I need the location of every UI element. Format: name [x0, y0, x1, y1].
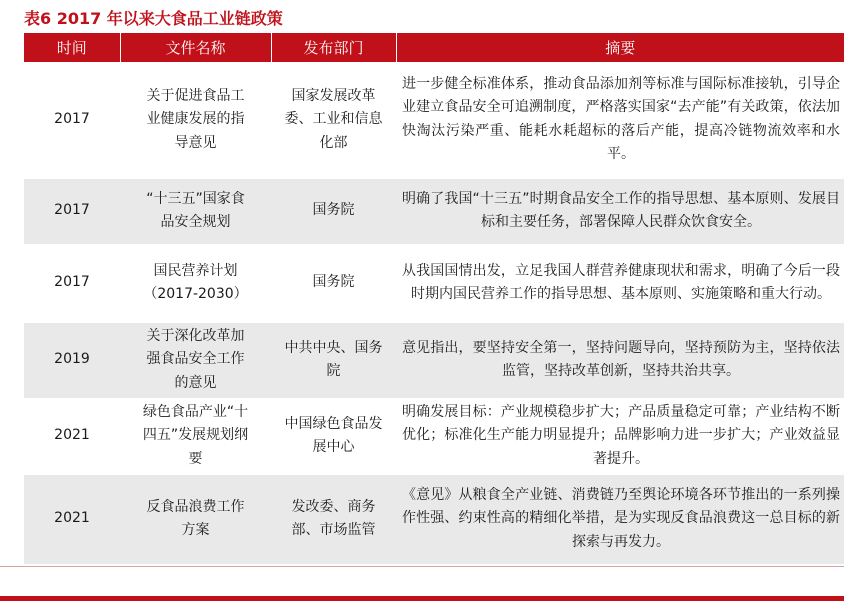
table-row [24, 178, 844, 244]
cell-year: 2019 [24, 322, 120, 398]
header-summary: 摘要 [396, 33, 844, 62]
cell-summary: 《意见》从粮食全产业链、消费链乃至舆论环境各环节推出的一系列操作性强、约束性高的精细化举措，是为实现反食品浪费这一总目标的新探索与再发力。 [396, 474, 844, 564]
cell-year: 2021 [24, 398, 120, 474]
cell-department: 发改委、商务部、市场监管 [291, 498, 376, 538]
cell-summary: 进一步健全标准体系，推动食品添加剂等标准与国际标准接轨，引导企业建立食品安全可追溯制度，严格落实国家“去产能”有关政策，依法加快淘汰污染严重、能耗水耗超标的落后产能，提高冷链物流效率和水平。 [396, 62, 844, 178]
table-row [24, 474, 844, 564]
footer-divider [0, 566, 844, 567]
cell-department: 国务院 [312, 274, 355, 291]
cell-department: 国家发展改革委、工业和信息化部 [284, 87, 383, 151]
cell-summary: 意见指出，要坚持安全第一，坚持问题导向，坚持预防为主，坚持依法监管，坚持改革创新，坚持共治共享。 [396, 322, 844, 398]
cell-document-name: 关于深化改革加强食品安全工作的意见 [146, 327, 245, 391]
table-row [24, 244, 844, 322]
policy-table [24, 33, 844, 565]
table-header-row [24, 33, 844, 62]
cell-department: 国务院 [312, 202, 355, 219]
cell-year: 2017 [24, 62, 120, 178]
cell-department: 中共中央、国务院 [284, 339, 383, 379]
cell-summary: 从我国国情出发，立足我国人群营养健康现状和需求，明确了今后一段时期内国民营养工作的指导思想、基本原则、实施策略和重大行动。 [396, 244, 844, 322]
table-row [24, 322, 844, 398]
cell-summary: 明确发展目标：产业规模稳步扩大；产品质量稳定可靠；产业结构不断优化；标准化生产能力明显提升；品牌影响力进一步扩大；产业效益显著提升。 [396, 398, 844, 474]
table-row [24, 398, 844, 474]
header-document-name: 文件名称 [120, 33, 271, 62]
cell-document-name: 国民营养计划（2017-2030） [143, 262, 248, 302]
cell-document-name: 关于促进食品工业健康发展的指导意见 [146, 87, 245, 151]
cell-year: 2017 [24, 244, 120, 322]
cell-year: 2017 [24, 178, 120, 244]
cell-summary: 明确了我国“十三五”时期食品安全工作的指导思想、基本原则、发展目标和主要任务，部署保障人民群众饮食安全。 [396, 178, 844, 244]
cell-document-name: 绿色食品产业“十四五”发展规划纲要 [142, 403, 249, 467]
cell-document-name: “十三五”国家食品安全规划 [146, 190, 245, 230]
table-title: 表6 2017 年以来大食品工业链政策 [24, 9, 283, 28]
table-row [24, 62, 844, 178]
cell-document-name: 反食品浪费工作方案 [146, 498, 245, 538]
header-department: 发布部门 [271, 33, 396, 62]
footer-accent-bar [0, 596, 844, 601]
cell-year: 2021 [24, 474, 120, 564]
cell-department: 中国绿色食品发展中心 [284, 415, 383, 455]
header-time: 时间 [24, 33, 120, 62]
